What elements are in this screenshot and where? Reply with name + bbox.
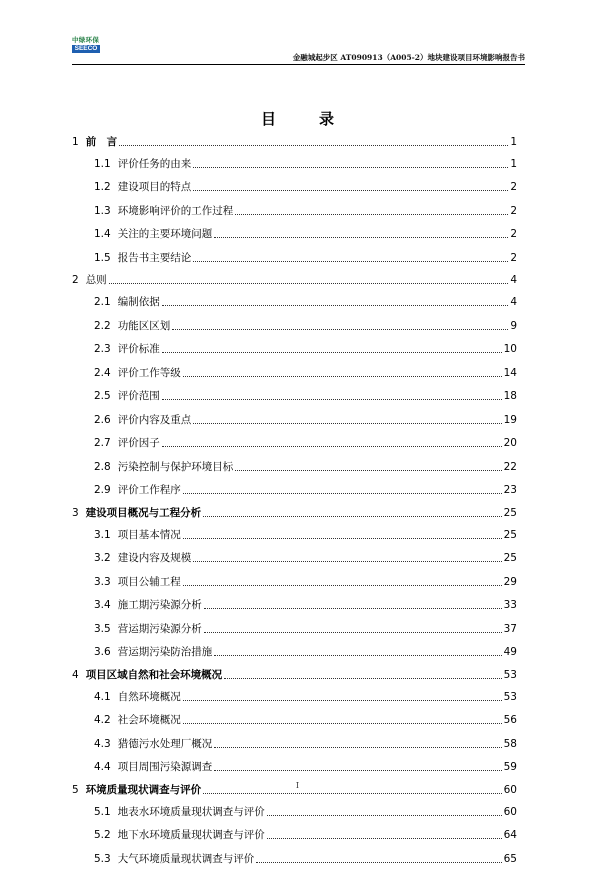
toc-entry-number: 5.3 [94, 852, 111, 865]
toc-entry-page: 53 [503, 668, 517, 681]
toc-dot-leader [204, 599, 502, 609]
table-of-contents [72, 131, 517, 871]
toc-entry-title: 社会环境概况 [117, 714, 181, 727]
toc-entry-number: 2.7 [94, 437, 111, 450]
toc-chapter-entry[interactable] [72, 502, 517, 523]
toc-section-entry[interactable] [72, 800, 517, 824]
toc-dot-leader [193, 158, 508, 168]
toc-entry-title: 评价任务的由来 [117, 157, 192, 170]
toc-entry-page: 53 [503, 690, 517, 703]
toc-entry-title: 营运期污染源分析 [117, 622, 202, 635]
toc-section-entry[interactable] [72, 523, 517, 547]
toc-dot-leader [193, 552, 501, 562]
toc-entry-page: 19 [503, 413, 517, 426]
toc-dot-leader [235, 205, 508, 215]
logo-english-text: SEECO [72, 45, 100, 53]
toc-section-entry[interactable] [72, 732, 517, 756]
toc-entry-title: 建设内容及规模 [117, 552, 192, 565]
toc-entry-title: 项目基本情况 [117, 528, 181, 541]
toc-dot-leader [172, 320, 508, 330]
toc-dot-leader [183, 691, 502, 701]
toc-entry-title: 营运期污染防治措施 [117, 646, 213, 659]
toc-entry-page: 64 [503, 829, 517, 842]
toc-dot-leader [193, 252, 508, 262]
header-divider [72, 64, 525, 65]
toc-dot-leader [183, 484, 502, 494]
toc-entry-title: 项目区域自然和社会环境概况 [85, 668, 223, 681]
toc-dot-leader [267, 806, 502, 816]
toc-entry-title: 项目周围污染源调查 [117, 761, 213, 774]
toc-chapter-entry[interactable] [72, 664, 517, 685]
toc-entry-number: 3.4 [94, 599, 111, 612]
toc-section-entry[interactable] [72, 594, 517, 618]
toc-dot-leader [193, 181, 508, 191]
toc-section-entry[interactable] [72, 199, 517, 223]
toc-entry-page: 60 [503, 783, 517, 796]
toc-dot-leader [162, 343, 502, 353]
toc-entry-page: 25 [503, 528, 517, 541]
toc-section-entry[interactable] [72, 824, 517, 848]
toc-entry-page: 25 [503, 552, 517, 565]
toc-section-entry[interactable] [72, 756, 517, 780]
toc-heading: 目 录 [260, 110, 348, 128]
toc-dot-leader [214, 228, 508, 238]
toc-entry-number: 2.5 [94, 390, 111, 403]
toc-entry-number: 5 [72, 783, 79, 796]
toc-section-entry[interactable] [72, 455, 517, 479]
toc-entry-title: 评价工作程序 [117, 484, 181, 497]
toc-entry-number: 3.1 [94, 528, 111, 541]
toc-dot-leader [235, 461, 501, 471]
company-logo [72, 36, 102, 53]
toc-entry-title: 功能区区划 [117, 319, 171, 332]
toc-section-entry[interactable] [72, 479, 517, 503]
toc-entry-number: 4.1 [94, 690, 111, 703]
toc-entry-page: 65 [503, 852, 517, 865]
toc-section-entry[interactable] [72, 408, 517, 432]
toc-entry-title: 评价工作等级 [117, 366, 181, 379]
toc-section-entry[interactable] [72, 709, 517, 733]
toc-entry-page: 4 [510, 296, 517, 309]
toc-entry-title: 编制依据 [117, 296, 160, 309]
running-header-title: 金融城起步区 AT090913（A005-2）地块建设项目环境影响报告书 [292, 53, 525, 62]
toc-entry-number: 2.3 [94, 343, 111, 356]
toc-section-entry[interactable] [72, 570, 517, 594]
toc-entry-title: 关注的主要环境问题 [117, 228, 213, 241]
toc-entry-number: 1.1 [94, 157, 111, 170]
toc-entry-page: 4 [510, 274, 517, 286]
toc-entry-page: 58 [503, 737, 517, 750]
toc-entry-page: 2 [510, 251, 517, 264]
toc-entry-number: 3 [72, 506, 79, 519]
toc-entry-number: 2 [72, 274, 79, 286]
toc-section-entry[interactable] [72, 176, 517, 200]
toc-section-entry[interactable] [72, 223, 517, 247]
toc-entry-title: 猎德污水处理厂概况 [117, 737, 213, 750]
toc-entry-number: 1.5 [94, 251, 111, 264]
toc-entry-title: 施工期污染源分析 [117, 599, 202, 612]
toc-entry-title: 评价因子 [117, 437, 160, 450]
toc-section-entry[interactable] [72, 847, 517, 871]
toc-dot-leader [214, 738, 501, 748]
toc-entry-title: 地表水环境质量现状调查与评价 [117, 805, 265, 818]
toc-section-entry[interactable] [72, 314, 517, 338]
toc-entry-title: 评价内容及重点 [117, 413, 192, 426]
toc-chapter-entry[interactable] [72, 270, 517, 291]
toc-entry-title: 大气环境质量现状调查与评价 [117, 852, 255, 865]
toc-section-entry[interactable] [72, 338, 517, 362]
footer-page-number: I [295, 781, 300, 790]
toc-section-entry[interactable] [72, 385, 517, 409]
toc-dot-leader [203, 507, 501, 517]
toc-entry-page: 56 [503, 714, 517, 727]
toc-section-entry[interactable] [72, 617, 517, 641]
toc-entry-number: 4.4 [94, 761, 111, 774]
toc-entry-page: 20 [503, 437, 517, 450]
toc-entry-number: 3.3 [94, 575, 111, 588]
logo-chinese-text: 中绿环保 [72, 36, 100, 44]
toc-section-entry[interactable] [72, 246, 517, 270]
toc-section-entry[interactable] [72, 432, 517, 456]
toc-entry-number: 2.2 [94, 319, 111, 332]
toc-entry-title: 建设项目的特点 [117, 181, 192, 194]
toc-entry-number: 4 [72, 668, 79, 681]
toc-section-entry[interactable] [72, 641, 517, 665]
toc-entry-number: 1.2 [94, 181, 111, 194]
toc-entry-page: 22 [503, 460, 517, 473]
toc-entry-number: 3.5 [94, 622, 111, 635]
toc-entry-number: 1 [72, 135, 79, 148]
toc-dot-leader [256, 853, 501, 863]
toc-entry-page: 2 [510, 181, 517, 194]
toc-dot-leader [162, 390, 502, 400]
toc-entry-page: 14 [503, 366, 517, 379]
toc-entry-page: 10 [503, 343, 517, 356]
toc-section-entry[interactable] [72, 291, 517, 315]
toc-entry-page: 59 [503, 761, 517, 774]
toc-entry-number: 4.3 [94, 737, 111, 750]
toc-entry-number: 4.2 [94, 714, 111, 727]
toc-entry-page: 23 [503, 484, 517, 497]
toc-dot-leader [119, 136, 508, 146]
toc-entry-number: 3.6 [94, 646, 111, 659]
toc-entry-number: 1.4 [94, 228, 111, 241]
toc-chapter-entry[interactable] [72, 131, 517, 152]
toc-dot-leader [267, 829, 502, 839]
toc-dot-leader [109, 274, 509, 284]
toc-entry-title: 污染控制与保护环境目标 [117, 460, 234, 473]
toc-entry-number: 1.3 [94, 204, 111, 217]
toc-entry-title: 自然环境概况 [117, 690, 181, 703]
toc-dot-leader [193, 414, 501, 424]
toc-entry-number: 5.2 [94, 829, 111, 842]
toc-entry-page: 33 [503, 599, 517, 612]
toc-entry-page: 25 [503, 506, 517, 519]
toc-entry-number: 2.9 [94, 484, 111, 497]
toc-dot-leader [183, 529, 502, 539]
toc-entry-number: 2.4 [94, 366, 111, 379]
toc-entry-number: 5.1 [94, 805, 111, 818]
toc-entry-title: 评价范围 [117, 390, 160, 403]
toc-entry-title: 报告书主要结论 [117, 251, 192, 264]
toc-entry-title: 前 言 [85, 135, 118, 148]
toc-section-entry[interactable] [72, 547, 517, 571]
toc-dot-leader [214, 761, 501, 771]
toc-entry-number: 2.6 [94, 413, 111, 426]
toc-entry-page: 29 [503, 575, 517, 588]
toc-entry-page: 60 [503, 805, 517, 818]
toc-dot-leader [214, 646, 501, 656]
toc-entry-page: 37 [503, 622, 517, 635]
toc-entry-page: 2 [510, 228, 517, 241]
toc-entry-page: 1 [510, 157, 517, 170]
toc-entry-page: 2 [510, 204, 517, 217]
toc-entry-page: 9 [510, 319, 517, 332]
toc-dot-leader [204, 623, 502, 633]
toc-dot-leader [183, 576, 502, 586]
toc-entry-title: 项目公辅工程 [117, 575, 181, 588]
toc-entry-page: 1 [510, 135, 517, 148]
toc-entry-page: 18 [503, 390, 517, 403]
toc-dot-leader [183, 367, 502, 377]
toc-dot-leader [183, 714, 502, 724]
toc-section-entry[interactable] [72, 361, 517, 385]
toc-dot-leader [162, 296, 509, 306]
toc-section-entry[interactable] [72, 685, 517, 709]
toc-entry-title: 环境影响评价的工作过程 [117, 204, 234, 217]
toc-entry-title: 评价标准 [117, 343, 160, 356]
toc-entry-number: 2.8 [94, 460, 111, 473]
toc-section-entry[interactable] [72, 152, 517, 176]
toc-entry-page: 49 [503, 646, 517, 659]
toc-entry-number: 3.2 [94, 552, 111, 565]
toc-entry-number: 2.1 [94, 296, 111, 309]
toc-dot-leader [162, 437, 502, 447]
toc-entry-title: 总则 [85, 274, 107, 286]
toc-dot-leader [224, 669, 501, 679]
toc-entry-title: 建设项目概况与工程分析 [85, 506, 202, 519]
toc-entry-title: 环境质量现状调查与评价 [85, 783, 202, 796]
toc-entry-title: 地下水环境质量现状调查与评价 [117, 829, 265, 842]
